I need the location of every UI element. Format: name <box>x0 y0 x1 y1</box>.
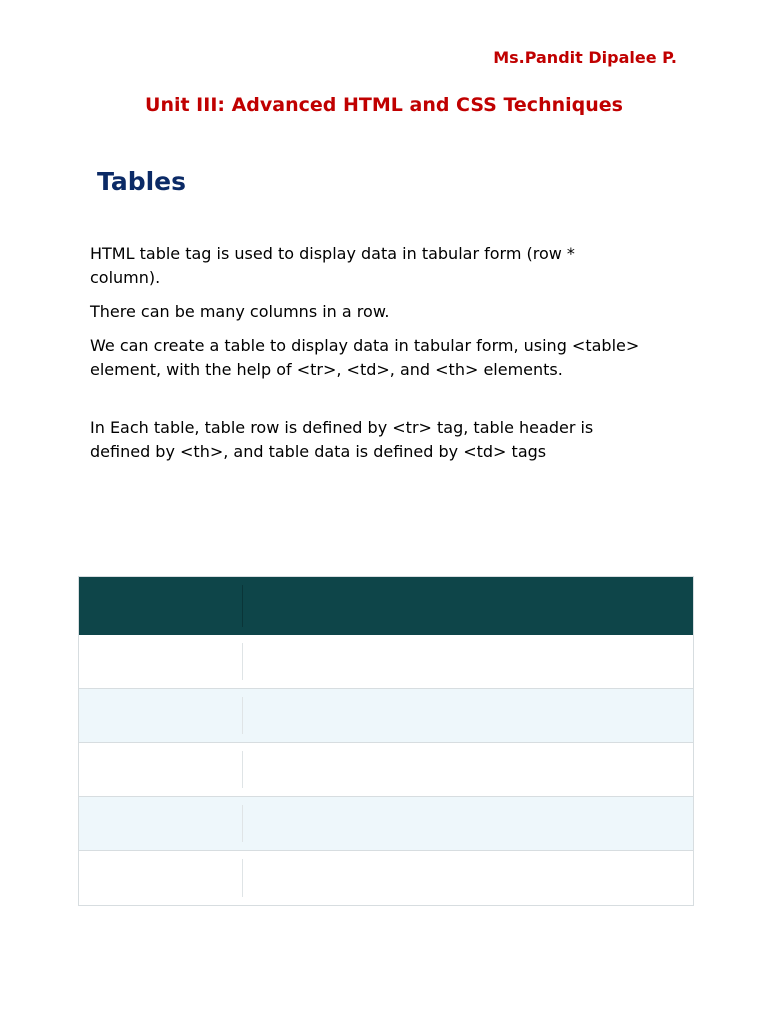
table-row <box>79 851 693 905</box>
author-name: Ms.Pandit Dipalee P. <box>493 48 677 67</box>
table-cell <box>79 797 243 850</box>
table-cell <box>243 743 693 796</box>
paragraph-row-header-data: In Each table, table row is defined by <tr> tag, table header is defined by <th>, and table data is defined by <td> tags <box>90 418 594 461</box>
table-row <box>79 797 693 851</box>
table-header-cell <box>243 577 693 635</box>
table-header-row <box>79 577 693 635</box>
table-cell <box>79 635 243 688</box>
paragraph-create-table: We can create a table to display data in tabular form, using <table> element, with the help of <tr>, <td>, and <th> elements. <box>90 336 640 379</box>
table-cell <box>243 689 693 742</box>
table-header-cell <box>79 577 243 635</box>
body-text <box>90 242 650 474</box>
table-cell <box>243 851 693 905</box>
section-heading: Tables <box>97 167 187 196</box>
table-cell <box>243 635 693 688</box>
table-row <box>79 689 693 743</box>
sample-table <box>78 576 694 906</box>
paragraph-columns: There can be many columns in a row. <box>90 302 390 321</box>
table-row <box>79 743 693 797</box>
table-cell <box>243 797 693 850</box>
table-row <box>79 635 693 689</box>
paragraph-table-definition: HTML table tag is used to display data in tabular form (row * column). <box>90 244 575 287</box>
table-cell <box>79 743 243 796</box>
unit-title: Unit III: Advanced HTML and CSS Techniques <box>145 94 623 116</box>
table-cell <box>79 851 243 905</box>
table-cell <box>79 689 243 742</box>
